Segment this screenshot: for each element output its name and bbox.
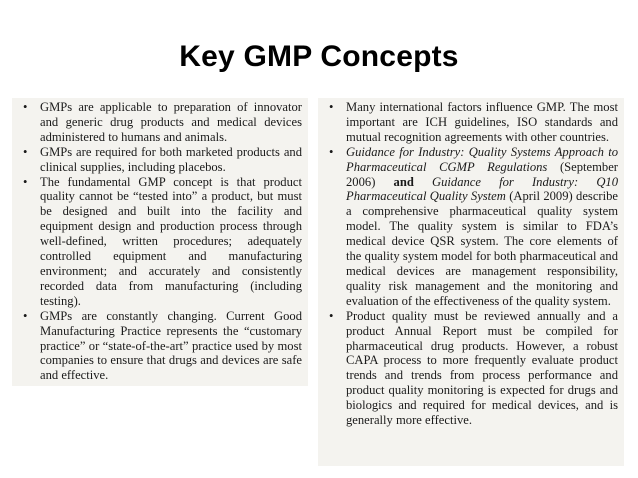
- guidance-title-q10: Guidance for Industry: Q10 Pharmaceutical Quality System: [346, 174, 619, 204]
- bullet-icon: •: [23, 308, 28, 323]
- guidance-title-quality-systems: Guidance for Industry: Quality Systems Approach to Pharmaceutical CGMP Regulations: [346, 144, 618, 174]
- bullet-text: Many international factors influence GMP. The most important are ICH guidelines, ISO standards and mutual recognition agreements with other countries.: [346, 100, 618, 144]
- list-item: [20, 100, 302, 145]
- bullet-text: GMPs are applicable to preparation of innovator and generic drug products and medical devices administered to humans and animals.: [40, 100, 302, 144]
- bullet-icon: •: [23, 100, 28, 114]
- list-item: [20, 175, 302, 309]
- bullet-text: Product quality must be reviewed annually and a product Annual Report must be compiled for pharmaceutical drug products. However, a robust CAPA process to more frequently evaluate product trends and trends from process performance and product quality monitoring is expected for drugs and biologics and required for medical devices, and is generally more effective.: [346, 308, 618, 428]
- list-item: [20, 145, 302, 175]
- bullet-text: (April 2009) describe a comprehensive pharmaceutical quality system model. The quality system is similar to FDA’s medical device QSR system. The core elements of the quality system model for both pharmaceutical and medical devices are management responsibility, quality risk management and the monitoring and evaluation of the effectiveness of the quality system.: [346, 189, 619, 308]
- slide-title: Key GMP Concepts: [179, 40, 459, 73]
- left-text-column: [12, 98, 308, 386]
- right-text-column: [318, 98, 624, 466]
- bullet-icon: •: [23, 144, 28, 159]
- list-item: [20, 309, 302, 384]
- bullet-icon: •: [329, 100, 334, 114]
- bullet-text: GMPs are constantly changing. Current Good Manufacturing Practice represents the “customary practice” or “state-of-the-art” practice used by most companies to ensure that drugs and devices are safe and effective.: [40, 308, 302, 383]
- right-bullet-list: [326, 100, 618, 428]
- left-bullet-list: [20, 100, 302, 383]
- list-item: [326, 309, 618, 428]
- list-item: [326, 100, 618, 145]
- list-item: [326, 145, 618, 309]
- guidance-date-2006: (September 2006): [346, 159, 618, 189]
- bullet-icon: •: [329, 308, 334, 323]
- conjunction-and: and: [393, 174, 414, 189]
- bullet-icon: •: [329, 144, 334, 159]
- bullet-text: GMPs are required for both marketed products and clinical supplies, including placebos.: [40, 144, 302, 174]
- bullet-icon: •: [23, 174, 28, 189]
- bullet-text: The fundamental GMP concept is that product quality cannot be “tested into” a product, but must be designed and built into the facility and equipment design and production process through well-defined, written procedures; adequately controlled equipment and manufacturing environment; and accurately and consistently recorded data from manufacturing (including testing).: [40, 174, 302, 308]
